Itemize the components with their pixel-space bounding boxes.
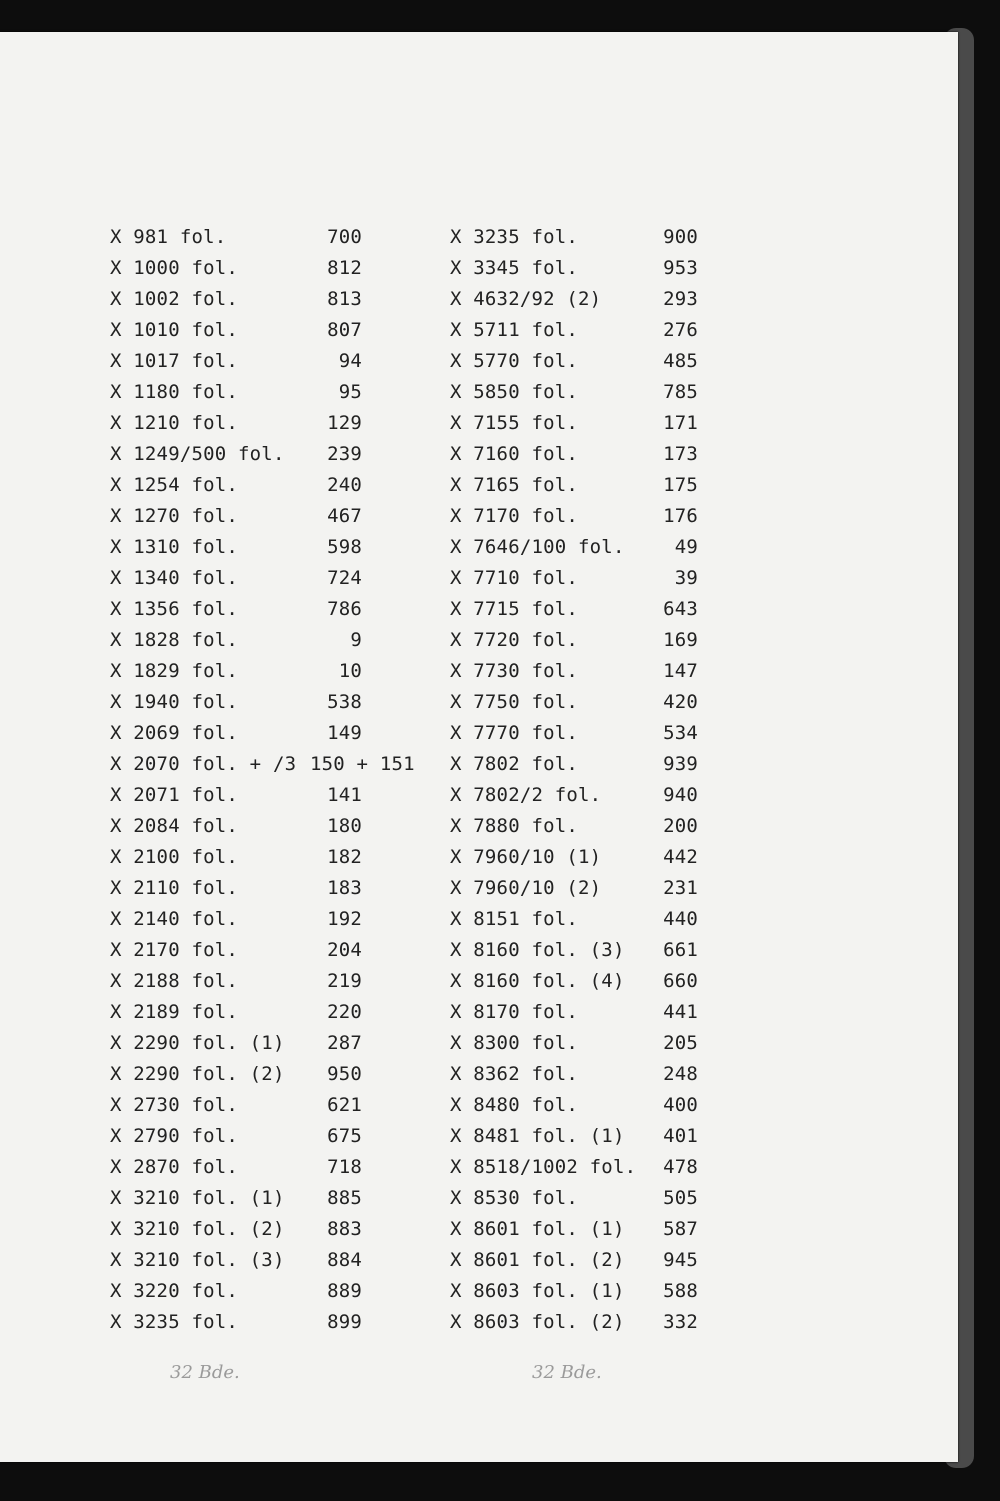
entry-number: 441 [663,1001,698,1023]
entry-number: 141 [327,784,362,806]
entry-number: 883 [327,1218,362,1240]
shelf-mark: X 1940 fol. [110,691,239,713]
shelf-mark: X 981 fol. [110,226,227,248]
shelf-mark: X 8601 fol. (1) [450,1218,625,1240]
entry-number: 660 [663,970,698,992]
shelf-mark: X 3235 fol. [110,1311,239,1333]
entry-number: 175 [663,474,698,496]
entry-number: 889 [327,1280,362,1302]
shelf-mark: X 7770 fol. [450,722,579,744]
entry-number: 401 [663,1125,698,1147]
entry-number: 171 [663,412,698,434]
shelf-mark: X 1180 fol. [110,381,239,403]
entry-number: 420 [663,691,698,713]
shelf-mark: X 1000 fol. [110,257,239,279]
shelf-mark: X 7960/10 (2) [450,877,602,899]
shelf-mark: X 2069 fol. [110,722,239,744]
entry-number: 173 [663,443,698,465]
entry-number: 485 [663,350,698,372]
shelf-mark: X 5850 fol. [450,381,579,403]
shelf-mark: X 8530 fol. [450,1187,579,1209]
entry-number: 945 [663,1249,698,1271]
entry-number: 939 [663,753,698,775]
shelf-mark: X 7715 fol. [450,598,579,620]
shelf-mark: X 8300 fol. [450,1032,579,1054]
shelf-mark: X 2110 fol. [110,877,239,899]
entry-number: 169 [663,629,698,651]
entry-number: 900 [663,226,698,248]
shelf-mark: X 1010 fol. [110,319,239,341]
shelf-mark: X 8160 fol. (3) [450,939,625,961]
shelf-mark: X 2084 fol. [110,815,239,837]
shelf-mark: X 7710 fol. [450,567,579,589]
shelf-mark: X 1829 fol. [110,660,239,682]
entry-number: 718 [327,1156,362,1178]
entry-number: 643 [663,598,698,620]
shelf-mark: X 8603 fol. (1) [450,1280,625,1302]
shelf-mark: X 7802 fol. [450,753,579,775]
entry-number: 205 [663,1032,698,1054]
shelf-mark: X 2071 fol. [110,784,239,806]
entry-number: 621 [327,1094,362,1116]
entry-number: 293 [663,288,698,310]
shelf-mark: X 7802/2 fol. [450,784,602,806]
shelf-mark: X 2070 fol. + /3 [110,753,297,775]
entry-number: 182 [327,846,362,868]
shelf-mark: X 2730 fol. [110,1094,239,1116]
entry-number: 400 [663,1094,698,1116]
entry-number: 287 [327,1032,362,1054]
shelf-mark: X 3210 fol. (3) [110,1249,285,1271]
entry-number: 505 [663,1187,698,1209]
shelf-mark: X 7720 fol. [450,629,579,651]
shelf-mark: X 1828 fol. [110,629,239,651]
entry-number: 440 [663,908,698,930]
entry-number: 478 [663,1156,698,1178]
shelf-mark: X 3210 fol. (2) [110,1218,285,1240]
shelf-mark: X 7155 fol. [450,412,579,434]
entry-number: 675 [327,1125,362,1147]
shelf-mark: X 2188 fol. [110,970,239,992]
entry-number: 149 [327,722,362,744]
shelf-mark: X 7750 fol. [450,691,579,713]
entry-number: 276 [663,319,698,341]
entry-number: 220 [327,1001,362,1023]
shelf-mark: X 8480 fol. [450,1094,579,1116]
entry-number: 700 [327,226,362,248]
entry-number: 332 [663,1311,698,1333]
entry-number: 192 [327,908,362,930]
shelf-mark: X 3220 fol. [110,1280,239,1302]
entry-number: 807 [327,319,362,341]
shelf-mark: X 2189 fol. [110,1001,239,1023]
shelf-mark: X 1017 fol. [110,350,239,372]
entry-number: 953 [663,257,698,279]
document-page [0,32,958,1462]
shelf-mark: X 1254 fol. [110,474,239,496]
entry-number: 240 [327,474,362,496]
entry-number: 785 [663,381,698,403]
entry-number: 219 [327,970,362,992]
shelf-mark: X 7730 fol. [450,660,579,682]
entry-number: 950 [327,1063,362,1085]
shelf-mark: X 2290 fol. (2) [110,1063,285,1085]
shelf-mark: X 7960/10 (1) [450,846,602,868]
entry-number: 661 [663,939,698,961]
entry-number: 598 [327,536,362,558]
shelf-mark: X 2870 fol. [110,1156,239,1178]
entry-number: 200 [663,815,698,837]
shelf-mark: X 5770 fol. [450,350,579,372]
entry-number: 49 [674,536,698,558]
shelf-mark: X 2140 fol. [110,908,239,930]
shelf-mark: X 7646/100 fol. [450,536,625,558]
shelf-mark: X 1340 fol. [110,567,239,589]
entry-number: 180 [327,815,362,837]
entry-number: 442 [663,846,698,868]
shelf-mark: X 2790 fol. [110,1125,239,1147]
entry-number: 239 [327,443,362,465]
shelf-mark: X 5711 fol. [450,319,579,341]
shelf-mark: X 1310 fol. [110,536,239,558]
entry-number: 899 [327,1311,362,1333]
shelf-mark: X 2290 fol. (1) [110,1032,285,1054]
entry-number: 150 + 151 [310,753,415,775]
entry-number: 940 [663,784,698,806]
shelf-mark: X 1002 fol. [110,288,239,310]
entry-number: 231 [663,877,698,899]
entry-number: 884 [327,1249,362,1271]
shelf-mark: X 8603 fol. (2) [450,1311,625,1333]
entry-number: 204 [327,939,362,961]
entry-number: 534 [663,722,698,744]
shelf-mark: X 7160 fol. [450,443,579,465]
shelf-mark: X 8481 fol. (1) [450,1125,625,1147]
shelf-mark: X 3210 fol. (1) [110,1187,285,1209]
shelf-mark: X 7880 fol. [450,815,579,837]
entry-number: 147 [663,660,698,682]
shelf-mark: X 1270 fol. [110,505,239,527]
entry-number: 248 [663,1063,698,1085]
entry-number: 9 [350,629,362,651]
shelf-mark: X 1249/500 fol. [110,443,285,465]
entry-number: 813 [327,288,362,310]
shelf-mark: X 7165 fol. [450,474,579,496]
shelf-mark: X 8160 fol. (4) [450,970,625,992]
entry-number: 587 [663,1218,698,1240]
shelf-mark: X 2170 fol. [110,939,239,961]
shelf-mark: X 8518/1002 fol. [450,1156,637,1178]
shelf-mark: X 1210 fol. [110,412,239,434]
shelf-mark: X 2100 fol. [110,846,239,868]
entry-number: 39 [674,567,698,589]
entry-number: 95 [338,381,362,403]
entry-number: 885 [327,1187,362,1209]
handwritten-note-left: 32 Bde. [170,1362,240,1383]
entry-number: 812 [327,257,362,279]
entry-number: 724 [327,567,362,589]
shelf-mark: X 4632/92 (2) [450,288,602,310]
entry-number: 183 [327,877,362,899]
entry-number: 10 [338,660,362,682]
shelf-mark: X 3345 fol. [450,257,579,279]
shelf-mark: X 8170 fol. [450,1001,579,1023]
shelf-mark: X 8362 fol. [450,1063,579,1085]
entry-number: 129 [327,412,362,434]
shelf-mark: X 3235 fol. [450,226,579,248]
entry-number: 467 [327,505,362,527]
handwritten-note-right: 32 Bde. [532,1362,602,1383]
shelf-mark: X 8151 fol. [450,908,579,930]
shelf-mark: X 7170 fol. [450,505,579,527]
shelf-mark: X 8601 fol. (2) [450,1249,625,1271]
entry-number: 94 [338,350,362,372]
entry-number: 176 [663,505,698,527]
entry-number: 538 [327,691,362,713]
shelf-mark: X 1356 fol. [110,598,239,620]
entry-number: 588 [663,1280,698,1302]
entry-number: 786 [327,598,362,620]
